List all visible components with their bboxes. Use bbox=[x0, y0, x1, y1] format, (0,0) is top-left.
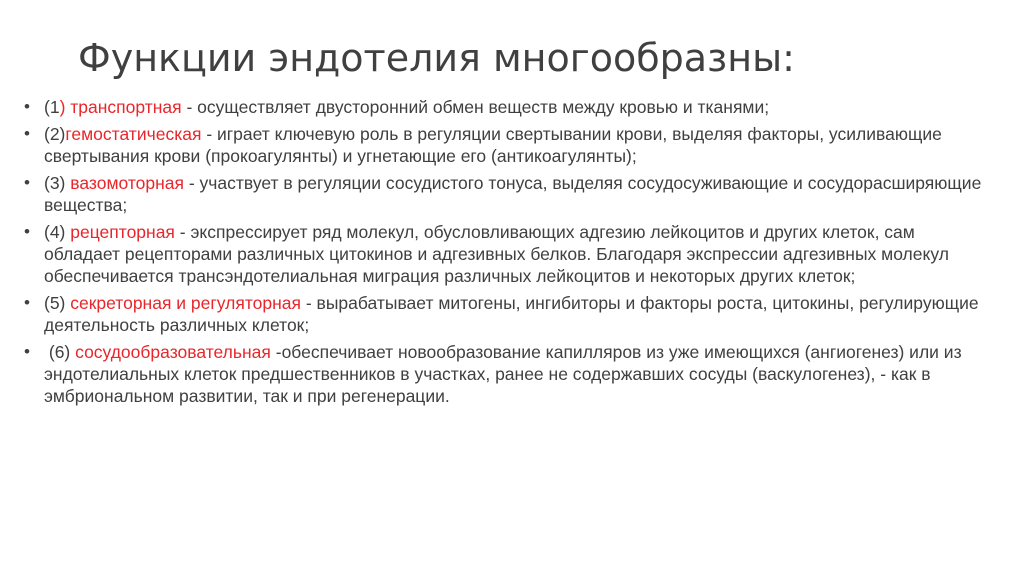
item-text: -обеспечивает новообразование капилляров из уже имеющихся (ангиогенез) или из эндотелиальных клеток предшественников в участках, ранее не содержавших сосуды (васкулогенез), - как в эмбриональном развитии, так и при регенерации. bbox=[44, 342, 962, 406]
bullet-icon: • bbox=[24, 342, 30, 361]
item-term: рецепторная bbox=[70, 222, 175, 242]
bullet-icon: • bbox=[24, 124, 30, 143]
item-prefix: (4) bbox=[44, 222, 71, 242]
item-text: - экспрессирует ряд молекул, обусловливающих адгезию лейкоцитов и других клеток, сам обладает рецепторами различных цитокинов и адгезивных белков. Благодаря экспрессии адгезивных молекул обеспечивается трансэндотелиальная миграция различных лейкоцитов и некоторых других клеток; bbox=[44, 222, 949, 286]
bullet-icon: • bbox=[24, 173, 30, 192]
bullet-icon: • bbox=[24, 97, 30, 116]
list-item-transport bbox=[22, 96, 982, 118]
item-prefix: (3) bbox=[44, 173, 71, 193]
item-term: сосудообразовательная bbox=[75, 342, 271, 362]
list-item-hemostatic bbox=[22, 123, 982, 167]
item-prefix: (5) bbox=[44, 293, 71, 313]
function-list bbox=[22, 96, 982, 412]
item-text: - осуществляет двусторонний обмен веществ между кровью и тканями; bbox=[181, 97, 770, 117]
item-term: гемостатическая bbox=[65, 124, 202, 144]
item-paren: ) bbox=[59, 97, 66, 117]
slide-title: Функции эндотелия многообразны: bbox=[78, 36, 795, 80]
item-text: - играет ключевую роль в регуляции свертывании крови, выделяя факторы, усиливающие свертывания крови (прокоагулянты) и угнетающие его (антикоагулянты); bbox=[44, 124, 942, 166]
item-prefix: (1 bbox=[44, 97, 60, 117]
item-term: секреторная и регуляторная bbox=[70, 293, 301, 313]
item-term: вазомоторная bbox=[70, 173, 184, 193]
item-text: - вырабатывает митогены, ингибиторы и факторы роста, цитокины, регулирующие деятельность различных клеток; bbox=[44, 293, 979, 335]
list-item-vasculogenic bbox=[22, 341, 982, 407]
list-item-receptor bbox=[22, 221, 982, 287]
item-prefix: (2) bbox=[44, 124, 66, 144]
bullet-icon: • bbox=[24, 293, 30, 312]
item-term: транспортная bbox=[65, 97, 182, 117]
item-text: - участвует в регуляции сосудистого тонуса, выделяя сосудосуживающие и сосудорасширяющие вещества; bbox=[44, 173, 982, 215]
list-item-vasomotor bbox=[22, 172, 982, 216]
bullet-icon: • bbox=[24, 222, 30, 241]
item-prefix: (6) bbox=[44, 342, 76, 362]
list-item-secretory bbox=[22, 292, 982, 336]
